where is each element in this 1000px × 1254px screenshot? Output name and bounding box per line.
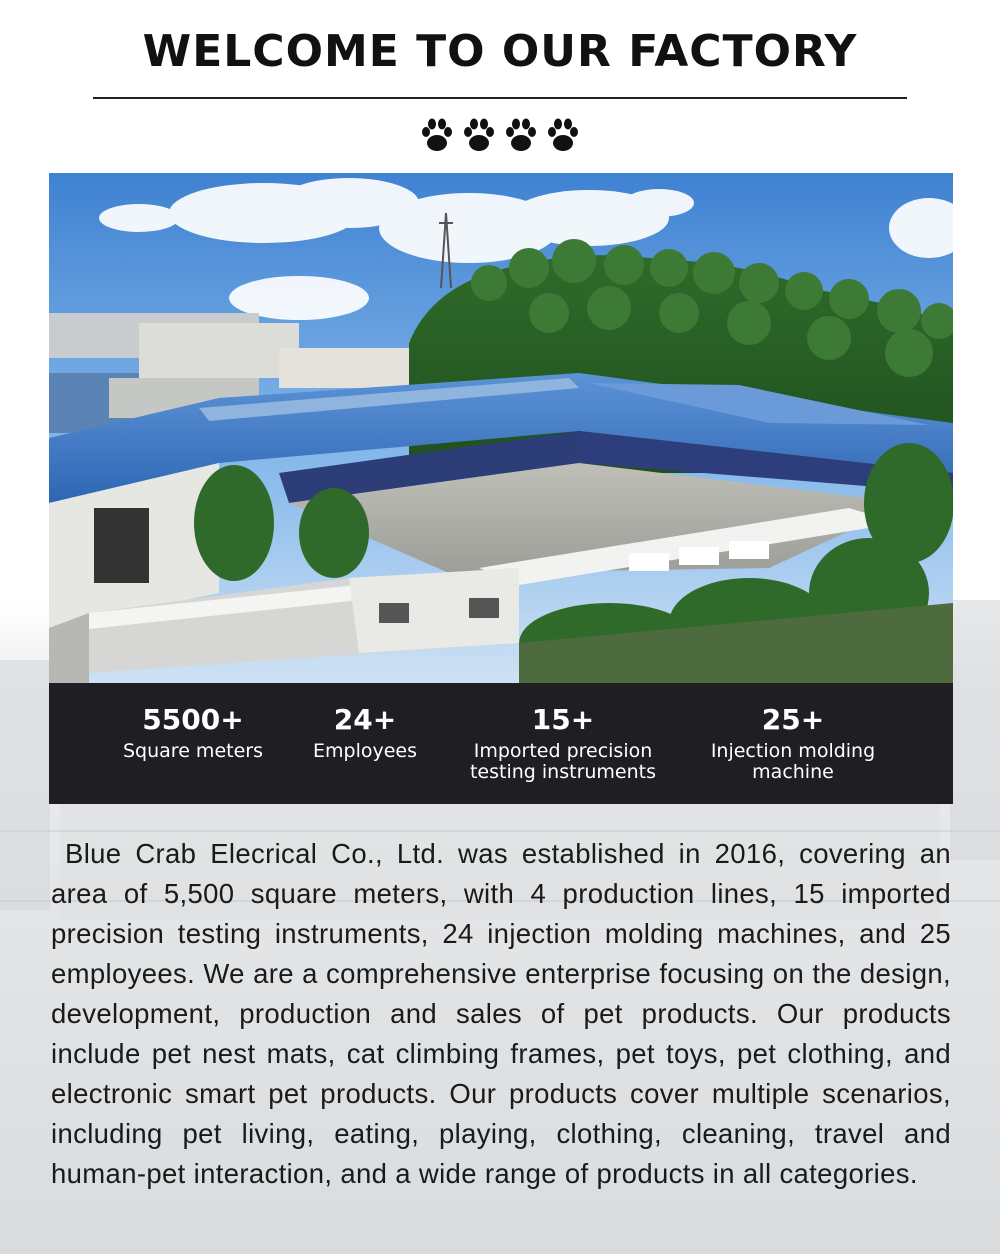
factory-illustration bbox=[49, 173, 953, 685]
page-title: WELCOME TO OUR FACTORY bbox=[142, 26, 858, 77]
stat-instruments bbox=[460, 703, 666, 783]
stats-bar bbox=[49, 683, 953, 804]
stat-label-line: Injection molding bbox=[710, 740, 876, 762]
stat-label-line: machine bbox=[752, 761, 834, 783]
stat-value: 5500+ bbox=[142, 703, 244, 736]
stat-value: 25+ bbox=[761, 703, 825, 736]
stat-employees bbox=[303, 703, 427, 762]
paw-icon bbox=[546, 118, 580, 154]
stat-label: Employees bbox=[313, 740, 417, 762]
title-divider bbox=[93, 97, 907, 99]
stat-label-line: testing instruments bbox=[469, 761, 657, 783]
stat-label bbox=[695, 741, 891, 783]
stat-label bbox=[460, 741, 666, 783]
paw-decoration bbox=[420, 118, 580, 156]
stat-machines bbox=[695, 703, 891, 783]
paw-icon bbox=[462, 118, 496, 154]
stat-area bbox=[113, 703, 273, 762]
paw-icon bbox=[504, 118, 538, 154]
company-description: Blue Crab Elecrical Co., Ltd. was established in 2016, covering an area of 5,500 square meters, with 4 production lines, 15 imported precision testing instruments, 24 injection molding machines, and 25 employees. We are a comprehensive enterprise focusing on the design, development, production and sales of pet products. Our products include pet nest mats, cat climbing frames, pet toys, pet clothing, and electronic smart pet products. Our products cover multiple scenarios, including pet living, eating, playing, clothing, cleaning, travel and human-pet interaction, and a wide range of products in all categories. bbox=[51, 838, 951, 1189]
stat-label-line: Imported precision bbox=[473, 740, 653, 762]
stat-value: 15+ bbox=[531, 703, 595, 736]
stat-value: 24+ bbox=[333, 703, 397, 736]
paw-icon bbox=[420, 118, 454, 154]
factory-aerial-photo bbox=[49, 173, 953, 685]
stat-label: Square meters bbox=[123, 740, 263, 762]
